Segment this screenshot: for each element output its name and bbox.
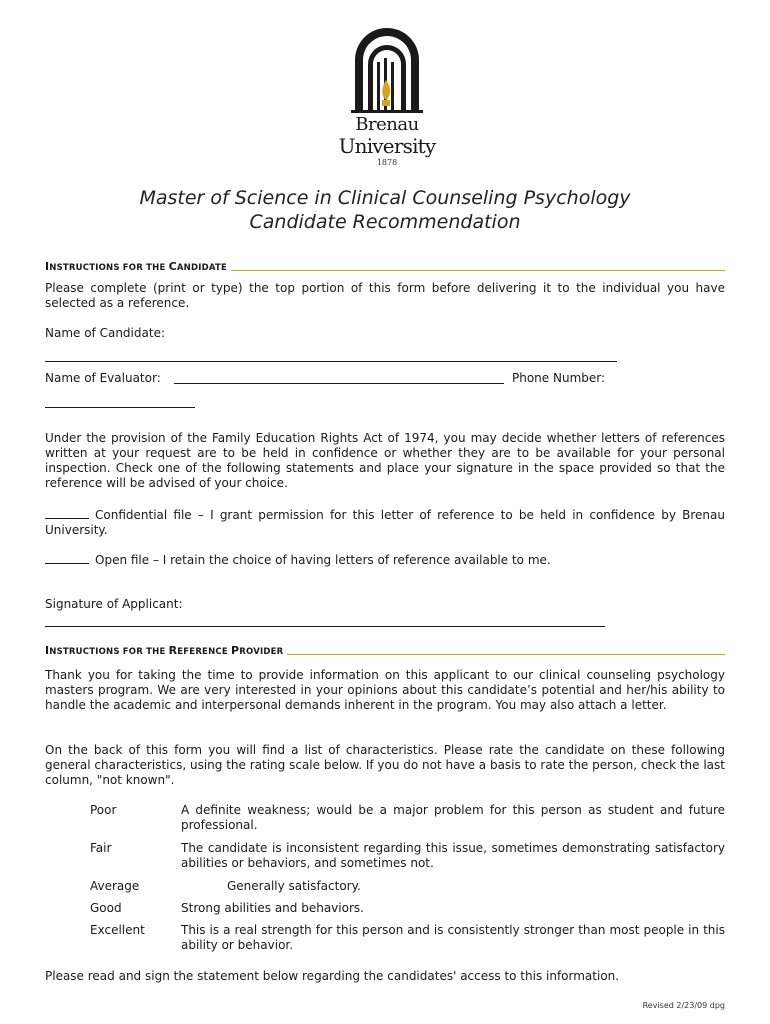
rating-desc-good: Strong abilities and behaviors. — [181, 901, 364, 915]
logo-brenau: Brenau — [355, 114, 419, 135]
closing-instruction: Please read and sign the statement below regarding the candidates' access to this information. — [45, 969, 620, 983]
logo-university: University — [338, 134, 436, 158]
rating-instructions-paragraph: On the back of this form you will find a list of characteristics. Please rate the candidate on these following general characteristics, using the rating scale below. If you do not have a basis to rate the person, check the last column, "not known". — [45, 743, 725, 787]
confidential-file-option: Confidential file – I grant permission for this letter of reference to be held in confidence by Brenau University. — [45, 508, 725, 537]
open-file-checkbox[interactable] — [45, 552, 89, 564]
candidate-instructions: Please complete (print or type) the top portion of this form before delivering it to the individual you have selected as a reference. — [45, 281, 725, 310]
rating-term-poor: Poor — [90, 803, 117, 817]
ferpa-provision-text: Under the provision of the Family Education Rights Act of 1974, you may decide whether letters of references written at your request are to be held in confidence or whether they are to be available for your personal inspection. Check one of the following statements and place your signature in the space provided so that the reference will be advised of your choice. — [45, 431, 725, 490]
candidate-section-heading: INSTRUCTIONS FOR THE CANDIDATE — [45, 259, 725, 273]
rating-desc-fair: The candidate is inconsistent regarding this issue, sometimes demonstrating satisfactory abilities or behaviors, and sometimes not. — [181, 841, 725, 870]
logo-year: 1878 — [376, 158, 398, 167]
page-title — [45, 186, 725, 234]
name-of-evaluator-label: Name of Evaluator: — [45, 371, 161, 385]
name-of-evaluator-field[interactable] — [174, 383, 504, 384]
rating-desc-excellent: This is a real strength for this person and is consistently stronger than most people in this ability or behavior. — [181, 923, 725, 952]
signature-field[interactable] — [45, 626, 605, 627]
phone-number-field[interactable] — [45, 407, 195, 408]
signature-label: Signature of Applicant: — [45, 597, 183, 611]
rating-term-good: Good — [90, 901, 122, 915]
open-file-option: Open file – I retain the choice of having letters of reference available to me. — [45, 552, 725, 568]
revision-note: Revised 2/23/09 dpg — [642, 1001, 725, 1010]
form-page — [45, 0, 725, 1024]
phone-number-label: Phone Number: — [512, 371, 606, 385]
reference-section-heading: INSTRUCTIONS FOR THE REFERENCE PROVIDER — [45, 643, 725, 657]
arch-icon — [337, 26, 437, 114]
rating-desc-average: Generally satisfactory. — [227, 879, 361, 893]
brenau-logo — [337, 26, 437, 176]
confidential-file-checkbox[interactable] — [45, 507, 89, 519]
title-line-1: Master of Science in Clinical Counseling Psychology — [139, 187, 631, 209]
rating-term-excellent: Excellent — [90, 923, 145, 937]
name-of-candidate-field[interactable] — [45, 361, 617, 362]
name-of-candidate-label: Name of Candidate: — [45, 326, 165, 340]
heading-rule — [231, 270, 725, 271]
title-line-2: Candidate Recommendation — [249, 211, 521, 233]
rating-term-average: Average — [90, 879, 140, 893]
heading-rule — [287, 654, 725, 655]
rating-desc-poor: A definite weakness; would be a major problem for this person as student and future professional. — [181, 803, 725, 832]
rating-term-fair: Fair — [90, 841, 112, 855]
reference-intro-paragraph: Thank you for taking the time to provide information on this applicant to our clinical counseling psychology masters program. We are very interested in your opinions about this candidate’s potential and her/his ability to handle the academic and interpersonal demands inherent in the program. You may also attach a letter. — [45, 668, 725, 712]
